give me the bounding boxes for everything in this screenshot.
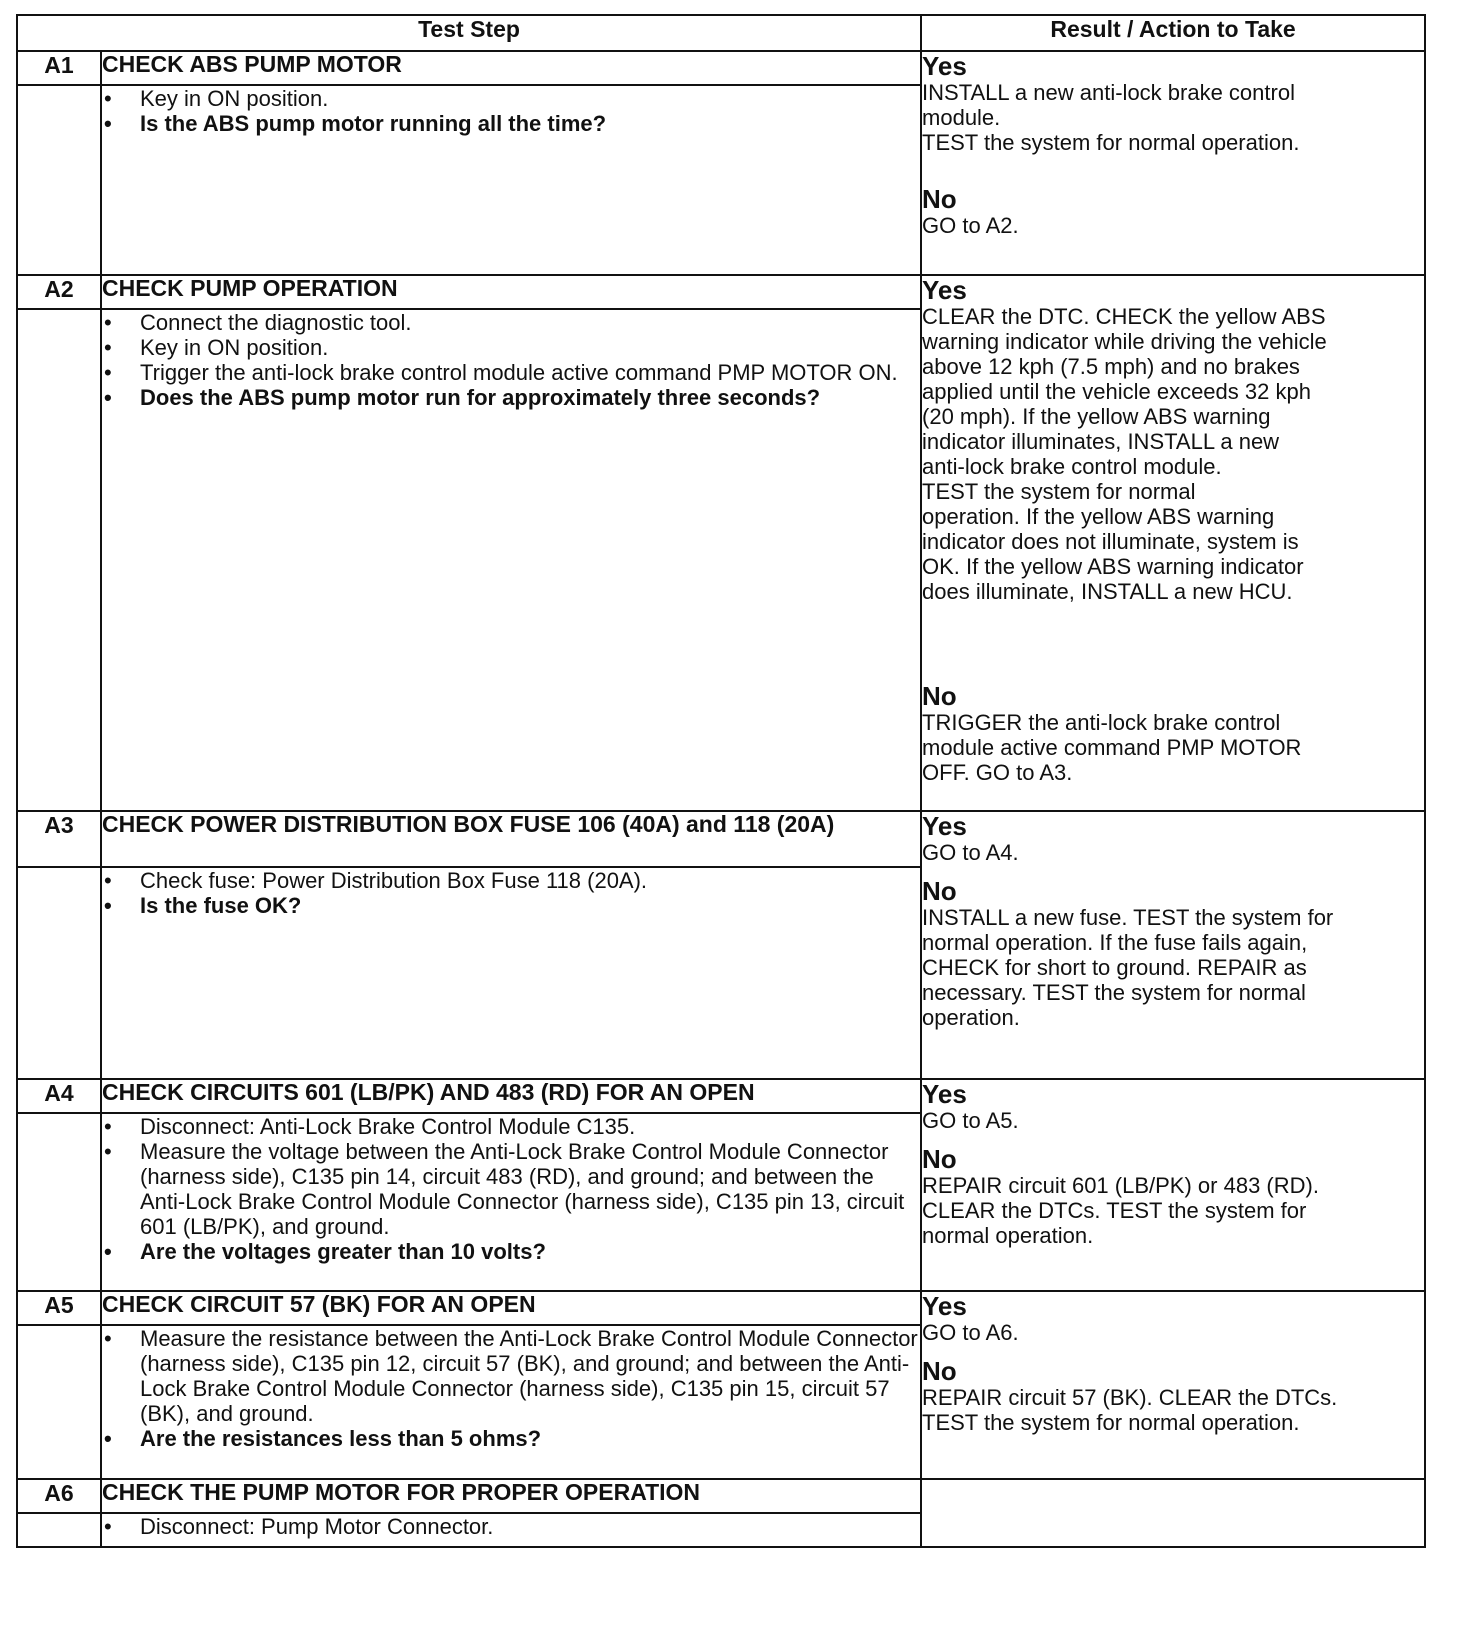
step-result bbox=[921, 51, 1425, 275]
step-instructions bbox=[101, 867, 921, 1079]
spacer bbox=[922, 1133, 1424, 1145]
step-title: CHECK POWER DISTRIBUTION BOX FUSE 106 (40A) and 118 (20A) bbox=[101, 811, 921, 867]
no-action-line: normal operation. bbox=[922, 1223, 1094, 1248]
no-action-line: INSTALL a new fuse. TEST the system for bbox=[922, 905, 1334, 930]
spacer bbox=[922, 865, 1424, 877]
yes-action-line: OK. If the yellow ABS warning indicator bbox=[922, 554, 1304, 579]
yes-label: Yes bbox=[922, 1291, 967, 1321]
step-text: Measure the voltage between the Anti-Lock Brake Control Module Connector (harness side), C135 pin 14, circuit 483 (RD), and ground; and between the Anti-Lock Brake Control Module Connector (harness side), C135 pin 13, circuit 601 (LB/PK), and ground. bbox=[140, 1139, 905, 1239]
yes-label: Yes bbox=[922, 51, 967, 81]
spacer bbox=[922, 1345, 1424, 1357]
bullet-icon: • bbox=[104, 1326, 112, 1351]
step-id: A2 bbox=[17, 275, 101, 309]
yes-action-line: does illuminate, INSTALL a new HCU. bbox=[922, 579, 1293, 604]
header-result: Result / Action to Take bbox=[921, 15, 1425, 51]
bullet-icon: • bbox=[104, 1426, 112, 1451]
no-label: No bbox=[922, 876, 957, 906]
yes-action-line: TEST the system for normal operation. bbox=[922, 130, 1300, 155]
header-test-step: Test Step bbox=[17, 15, 921, 51]
step-instructions bbox=[101, 1113, 921, 1291]
bullet-icon: • bbox=[104, 86, 112, 111]
step-list bbox=[102, 310, 920, 410]
yes-action-line: above 12 kph (7.5 mph) and no brakes bbox=[922, 354, 1300, 379]
step-text: Disconnect: Anti-Lock Brake Control Module C135. bbox=[140, 1114, 636, 1139]
no-action-line: REPAIR circuit 601 (LB/PK) or 483 (RD). bbox=[922, 1173, 1319, 1198]
step-title: CHECK PUMP OPERATION bbox=[101, 275, 921, 309]
step-question bbox=[102, 385, 920, 410]
no-action-line: CLEAR the DTCs. TEST the system for bbox=[922, 1198, 1307, 1223]
step-id: A4 bbox=[17, 1079, 101, 1113]
yes-action-line: INSTALL a new anti-lock brake control bbox=[922, 80, 1295, 105]
step-text: Disconnect: Pump Motor Connector. bbox=[140, 1514, 494, 1539]
step-text: Are the resistances less than 5 ohms? bbox=[140, 1426, 542, 1451]
step-text: Is the fuse OK? bbox=[140, 893, 302, 918]
header-row bbox=[17, 15, 1425, 51]
step-text: Key in ON position. bbox=[140, 335, 329, 360]
step-list bbox=[102, 86, 920, 136]
bullet-icon: • bbox=[104, 1139, 112, 1164]
step-instructions bbox=[101, 309, 921, 811]
step-id-spacer bbox=[17, 867, 101, 1079]
step-question bbox=[102, 893, 920, 918]
yes-action-line: indicator does not illuminate, system is bbox=[922, 529, 1299, 554]
yes-action-line: (20 mph). If the yellow ABS warning bbox=[922, 404, 1271, 429]
yes-action-line: anti-lock brake control module. bbox=[922, 454, 1222, 479]
step-title-row bbox=[17, 1479, 1425, 1513]
no-label: No bbox=[922, 681, 957, 711]
step-result bbox=[921, 811, 1425, 1079]
yes-label: Yes bbox=[922, 811, 967, 841]
step-instruction bbox=[102, 86, 920, 111]
step-text: Are the voltages greater than 10 volts? bbox=[140, 1239, 546, 1264]
step-title: CHECK CIRCUIT 57 (BK) FOR AN OPEN bbox=[101, 1291, 921, 1325]
yes-action-line: module. bbox=[922, 105, 1001, 130]
step-title-row bbox=[17, 1291, 1425, 1325]
no-action-line: REPAIR circuit 57 (BK). CLEAR the DTCs. bbox=[922, 1385, 1338, 1410]
step-list bbox=[102, 1114, 920, 1264]
yes-action-line: TEST the system for normal bbox=[922, 479, 1196, 504]
yes-action-line: indicator illuminates, INSTALL a new bbox=[922, 429, 1280, 454]
step-title: CHECK CIRCUITS 601 (LB/PK) AND 483 (RD) FOR AN OPEN bbox=[101, 1079, 921, 1113]
bullet-icon: • bbox=[104, 1514, 112, 1539]
yes-label: Yes bbox=[922, 1079, 967, 1109]
step-text: Trigger the anti-lock brake control module active command PMP MOTOR ON. bbox=[140, 360, 898, 385]
step-instruction bbox=[102, 1114, 920, 1139]
step-title-row bbox=[17, 51, 1425, 85]
step-id: A3 bbox=[17, 811, 101, 867]
step-id-spacer bbox=[17, 309, 101, 811]
step-title: CHECK THE PUMP MOTOR FOR PROPER OPERATION bbox=[101, 1479, 921, 1513]
no-action-line: operation. bbox=[922, 1005, 1020, 1030]
yes-action-line: operation. If the yellow ABS warning bbox=[922, 504, 1275, 529]
step-id-spacer bbox=[17, 1113, 101, 1291]
yes-action-line: GO to A6. bbox=[922, 1320, 1019, 1345]
bullet-icon: • bbox=[104, 868, 112, 893]
step-text: Is the ABS pump motor running all the time? bbox=[140, 111, 607, 136]
step-id-spacer bbox=[17, 85, 101, 275]
yes-action-line: warning indicator while driving the vehicle bbox=[922, 329, 1327, 354]
step-title-row bbox=[17, 811, 1425, 867]
bullet-icon: • bbox=[104, 1114, 112, 1139]
bullet-icon: • bbox=[104, 360, 112, 385]
spacer bbox=[922, 155, 1424, 185]
no-label: No bbox=[922, 1356, 957, 1386]
yes-action-line: CLEAR the DTC. CHECK the yellow ABS bbox=[922, 304, 1326, 329]
yes-action-line: applied until the vehicle exceeds 32 kph bbox=[922, 379, 1311, 404]
step-title: CHECK ABS PUMP MOTOR bbox=[101, 51, 921, 85]
step-instruction bbox=[102, 360, 920, 385]
step-text: Connect the diagnostic tool. bbox=[140, 310, 412, 335]
no-action-line: CHECK for short to ground. REPAIR as bbox=[922, 955, 1307, 980]
yes-action-line: GO to A5. bbox=[922, 1108, 1019, 1133]
step-id: A5 bbox=[17, 1291, 101, 1325]
step-title-row bbox=[17, 1079, 1425, 1113]
step-id-spacer bbox=[17, 1325, 101, 1479]
step-text: Does the ABS pump motor run for approximately three seconds? bbox=[140, 385, 821, 410]
step-instruction bbox=[102, 1514, 920, 1539]
step-list bbox=[102, 1514, 920, 1539]
step-id: A6 bbox=[17, 1479, 101, 1513]
bullet-icon: • bbox=[104, 385, 112, 410]
step-instructions bbox=[101, 1513, 921, 1547]
step-instruction bbox=[102, 868, 920, 893]
no-action-line: TRIGGER the anti-lock brake control bbox=[922, 710, 1281, 735]
step-instructions bbox=[101, 85, 921, 275]
no-action-line: normal operation. If the fuse fails again, bbox=[922, 930, 1308, 955]
yes-action-line: GO to A4. bbox=[922, 840, 1019, 865]
step-result bbox=[921, 275, 1425, 811]
spacer bbox=[922, 604, 1424, 682]
step-list bbox=[102, 868, 920, 918]
step-list bbox=[102, 1326, 920, 1451]
step-instruction bbox=[102, 335, 920, 360]
step-result bbox=[921, 1079, 1425, 1291]
no-action-line: GO to A2. bbox=[922, 213, 1019, 238]
bullet-icon: • bbox=[104, 111, 112, 136]
step-id-spacer bbox=[17, 1513, 101, 1547]
no-action-line: module active command PMP MOTOR bbox=[922, 735, 1302, 760]
bullet-icon: • bbox=[104, 335, 112, 360]
step-question bbox=[102, 1426, 920, 1451]
step-instruction bbox=[102, 310, 920, 335]
no-action-line: necessary. TEST the system for normal bbox=[922, 980, 1306, 1005]
diagnostic-table bbox=[16, 14, 1426, 1548]
step-instruction bbox=[102, 1326, 920, 1426]
no-label: No bbox=[922, 184, 957, 214]
step-result bbox=[921, 1479, 1425, 1547]
no-label: No bbox=[922, 1144, 957, 1174]
bullet-icon: • bbox=[104, 310, 112, 335]
no-action-line: TEST the system for normal operation. bbox=[922, 1410, 1300, 1435]
table-body bbox=[17, 51, 1425, 1547]
step-text: Key in ON position. bbox=[140, 86, 329, 111]
step-text: Measure the resistance between the Anti-Lock Brake Control Module Connector (harness side), C135 pin 12, circuit 57 (BK), and ground; and between the Anti-Lock Brake Control Module Connector (harness side), C135 pin 15, circuit 57 (BK), and ground. bbox=[140, 1326, 918, 1426]
step-id: A1 bbox=[17, 51, 101, 85]
step-question bbox=[102, 111, 920, 136]
step-instructions bbox=[101, 1325, 921, 1479]
bullet-icon: • bbox=[104, 893, 112, 918]
no-action-line: OFF. GO to A3. bbox=[922, 760, 1073, 785]
step-question bbox=[102, 1239, 920, 1264]
step-result bbox=[921, 1291, 1425, 1479]
step-text: Check fuse: Power Distribution Box Fuse 118 (20A). bbox=[140, 868, 648, 893]
step-title-row bbox=[17, 275, 1425, 309]
step-instruction bbox=[102, 1139, 920, 1239]
yes-label: Yes bbox=[922, 275, 967, 305]
bullet-icon: • bbox=[104, 1239, 112, 1264]
